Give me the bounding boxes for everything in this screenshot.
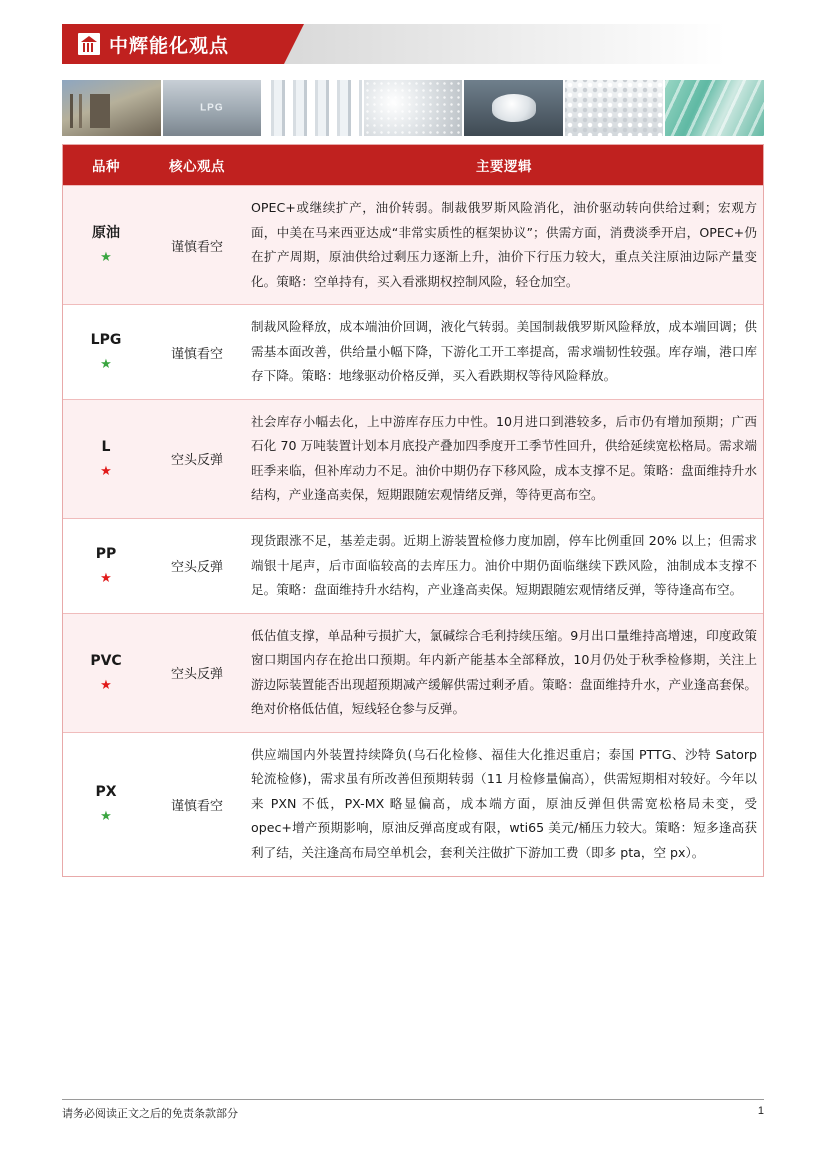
viewpoints-table-container — [62, 144, 764, 877]
main-logic-cell: 供应端国内外装置持续降负(乌石化检修、福佳大化推迟重启；泰国 PTTG、沙特 Satorp 轮流检修)，需求虽有所改善但预期转弱（11 月检修量偏高），供需短期相对较好。今年以来 PXN 不低，PX-MX 略显偏高，成本端方面，原油反弹但供需宽松格局未变，受 opec+增产预期影响，原油反弹高度或有限，wti65 美元/桶压力较大。策略：短多逢高获利了结，关注逢高布局空单机会，套利关注做扩下游加工费（即多 pta，空 px）。 — [245, 732, 763, 875]
white-granules-photo — [565, 80, 664, 136]
main-logic-cell: 低估值支撑，单品种亏损扩大，氯碱综合毛利持续压缩。9月出口量维持高增速，印度政策窗口期国内存在抢出口预期。年内新产能基本全部释放，10月仍处于秋季检修期，关注上游边际装置能否出现超预期减产缓解供需过剩矛盾。策略：盘面维持升水，产业逢高套保。绝对价格低估值，短线轻仓参与反弹。 — [245, 613, 763, 732]
core-view-cell: 谨慎看空 — [149, 305, 245, 400]
variety-label: L — [101, 438, 111, 455]
rating-star-icon: ★ — [100, 463, 112, 479]
main-logic-cell: OPEC+或继续扩产，油价转弱。制裁俄罗斯风险消化，油价驱动转向供给过剩；宏观方面，中美在马来西亚达成“非常实质性的框架协议”；供需方面，消费淡季开启，OPEC+仍在扩产周期，原油供给过剩压力逐渐上升，油价下行压力较大，重点关注原油边际产量变化。策略：空单持有，买入看涨期权控制风险，轻仓加空。 — [245, 186, 763, 305]
main-logic-cell: 现货跟涨不足，基差走弱。近期上游装置检修力度加剧，停车比例重回 20% 以上；但需求端银十尾声，后市面临较高的去库压力。油价中期仍面临继续下跌风险，油制成本支撑不足。策略：盘面维持升水结构，产业逢高卖保。短期跟随宏观情绪反弹，等待逢高布空。 — [245, 519, 763, 614]
table-row — [63, 186, 763, 305]
variety-cell — [63, 399, 149, 518]
variety-cell — [63, 732, 149, 875]
table-header-row — [63, 145, 763, 186]
rating-star-icon: ★ — [100, 808, 112, 824]
report-header — [62, 24, 764, 64]
plastic-pellets-photo — [364, 80, 463, 136]
pp-resin-photo — [464, 80, 563, 136]
table-row — [63, 732, 763, 875]
footer-disclaimer: 请务必阅读正文之后的免责条款部分 — [62, 1107, 238, 1120]
variety-label: PP — [95, 545, 117, 562]
variety-label: PX — [95, 783, 117, 800]
column-header-logic: 主要逻辑 — [245, 145, 763, 186]
table-row — [63, 519, 763, 614]
variety-label: PVC — [90, 652, 122, 669]
variety-label: 原油 — [92, 224, 120, 241]
pvc-pipes-photo — [263, 80, 362, 136]
header-gradient-band — [284, 24, 764, 64]
core-view-cell: 谨慎看空 — [149, 732, 245, 875]
column-header-variety: 品种 — [63, 145, 149, 186]
rating-star-icon: ★ — [100, 570, 112, 586]
column-header-view: 核心观点 — [149, 145, 245, 186]
rating-star-icon: ★ — [100, 677, 112, 693]
glass-sheets-photo — [665, 80, 764, 136]
page-footer — [62, 1099, 764, 1121]
variety-label: LPG — [90, 331, 122, 348]
building-icon — [78, 33, 100, 55]
refinery-photo — [62, 80, 161, 136]
core-view-cell: 谨慎看空 — [149, 186, 245, 305]
header-brand-band — [62, 24, 284, 64]
variety-cell — [63, 519, 149, 614]
report-title: 中辉能化观点 — [109, 34, 230, 57]
table-row — [63, 305, 763, 400]
table-row — [63, 399, 763, 518]
core-view-cell: 空头反弹 — [149, 613, 245, 732]
lpg-tank-photo — [163, 80, 262, 136]
table-row — [63, 613, 763, 732]
viewpoints-table — [63, 145, 763, 876]
rating-star-icon: ★ — [100, 249, 112, 265]
variety-cell — [63, 613, 149, 732]
main-logic-cell: 制裁风险释放，成本端油价回调，液化气转弱。美国制裁俄罗斯风险释放，成本端回调；供需基本面改善，供给量小幅下降，下游化工开工率提高，需求端韧性较强。库存端，港口库存下降。策略：地缘驱动价格反弹，买入看跌期权等待风险释放。 — [245, 305, 763, 400]
photo-strip — [62, 80, 764, 136]
core-view-cell: 空头反弹 — [149, 519, 245, 614]
main-logic-cell: 社会库存小幅去化，上中游库存压力中性。10月进口到港较多，后市仍有增加预期；广西石化 70 万吨装置计划本月底投产叠加四季度开工季节性回升，供给延续宽松格局。需求端旺季来临，但补库动力不足。油价中期仍存下移风险，成本支撑不足。策略：盘面维持升水结构，产业逢高卖保，短期跟随宏观情绪反弹，等待更高布空。 — [245, 399, 763, 518]
variety-cell — [63, 186, 149, 305]
rating-star-icon: ★ — [100, 356, 112, 372]
page-number: 1 — [757, 1105, 764, 1117]
core-view-cell: 空头反弹 — [149, 399, 245, 518]
variety-cell — [63, 305, 149, 400]
